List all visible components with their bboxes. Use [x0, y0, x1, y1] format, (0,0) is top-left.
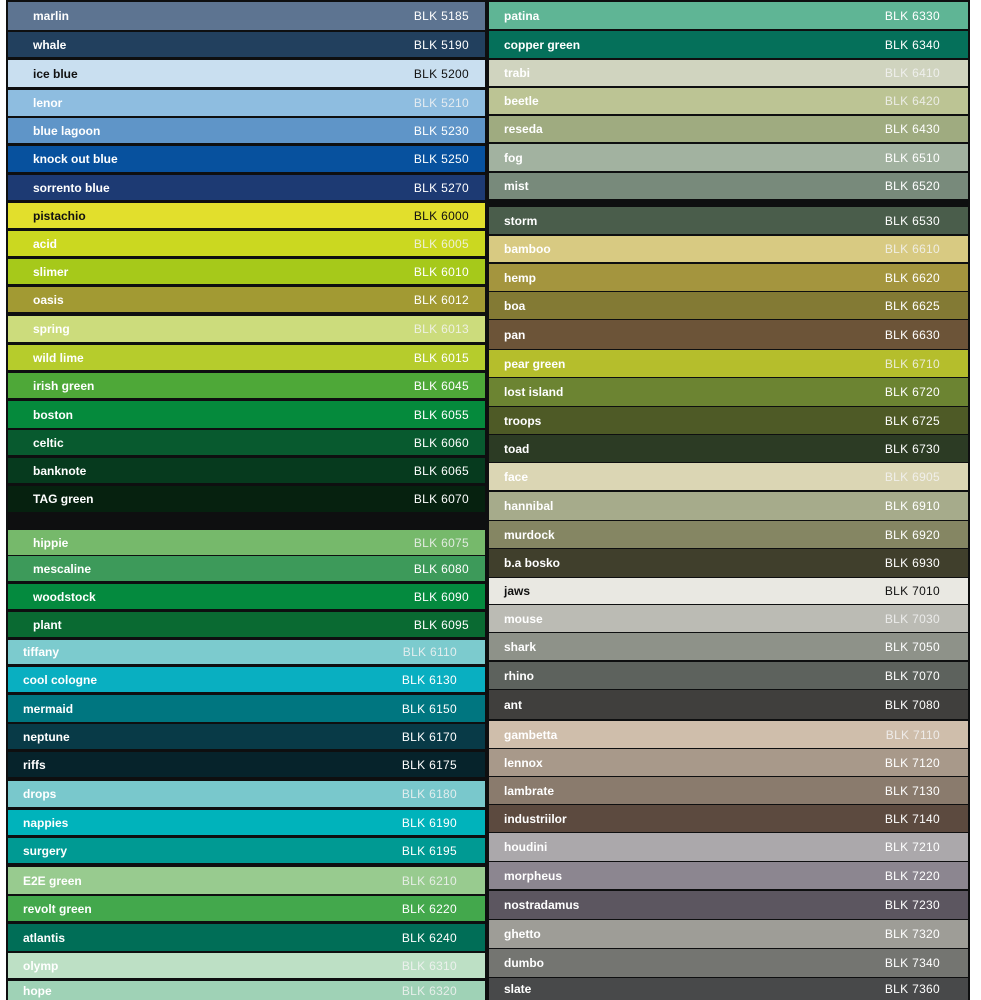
swatch-name: nostradamus — [504, 898, 580, 912]
swatch-code: BLK 7340 — [884, 956, 940, 970]
swatch-name: hemp — [504, 270, 537, 285]
swatch-code: BLK 7210 — [884, 840, 940, 854]
swatch-code: BLK 6430 — [884, 122, 940, 136]
swatch-tag-green — [8, 486, 485, 512]
swatch-reseda — [489, 116, 968, 142]
swatch-code: BLK 6330 — [884, 8, 940, 23]
swatch-name: jaws — [504, 584, 531, 598]
swatch-code: BLK 6340 — [884, 37, 940, 52]
swatch-code: BLK 6010 — [413, 264, 469, 279]
swatch-hannibal — [489, 492, 968, 520]
swatch-code: BLK 6310 — [401, 958, 457, 973]
swatch-cool-cologne — [8, 667, 485, 692]
swatch-surgery — [8, 838, 485, 863]
swatch-code: BLK 6070 — [413, 492, 469, 506]
swatch-code: BLK 6150 — [401, 701, 457, 716]
swatch-code: BLK 6055 — [413, 407, 469, 422]
swatch-name: ant — [504, 697, 522, 712]
swatch-name: storm — [504, 213, 538, 228]
swatch-name: hannibal — [504, 499, 554, 513]
swatch-code: BLK 6065 — [413, 463, 469, 478]
swatch-mouse — [489, 605, 968, 632]
swatch-name: beetle — [504, 94, 539, 108]
swatch-slimer — [8, 259, 485, 284]
swatch-mescaline — [8, 556, 485, 581]
swatch-gambetta — [489, 721, 968, 748]
swatch-pear-green — [489, 350, 968, 377]
swatch-spring — [8, 316, 485, 342]
swatch-name: dumbo — [504, 956, 544, 970]
swatch-name: TAG green — [33, 492, 94, 506]
swatch-oasis — [8, 287, 485, 312]
swatch-code: BLK 6220 — [401, 901, 457, 916]
swatch-code: BLK 6095 — [413, 617, 469, 632]
swatch-hope — [8, 981, 485, 1000]
swatch-name: drops — [23, 787, 57, 801]
swatch-name: houdini — [504, 840, 548, 854]
swatch-olymp — [8, 953, 485, 978]
swatch-name: shark — [504, 639, 537, 654]
swatch-name: boston — [33, 407, 73, 422]
swatch-riffs — [8, 752, 485, 777]
swatch-acid — [8, 231, 485, 256]
swatch-code: BLK 7220 — [884, 868, 940, 883]
swatch-celtic — [8, 430, 485, 455]
swatch-name: blue lagoon — [33, 123, 101, 138]
swatch-beetle — [489, 88, 968, 114]
swatch-code: BLK 6013 — [413, 322, 469, 336]
swatch-code: BLK 5230 — [413, 123, 469, 138]
swatch-name: troops — [504, 413, 542, 428]
swatch-ant — [489, 690, 968, 719]
swatch-patina — [489, 2, 968, 29]
swatch-name: rhino — [504, 668, 534, 683]
swatch-plant — [8, 612, 485, 637]
swatch-lambrate — [489, 777, 968, 804]
swatch-name: celtic — [33, 435, 64, 450]
swatch-code: BLK 6625 — [884, 298, 940, 313]
swatch-code: BLK 6175 — [401, 757, 457, 772]
swatch-ghetto — [489, 920, 968, 948]
swatch-toad — [489, 435, 968, 462]
swatch-code: BLK 6520 — [884, 179, 940, 193]
swatch-code: BLK 6000 — [413, 208, 469, 223]
swatch-e2e-green — [8, 867, 485, 894]
swatch-name: murdock — [504, 527, 555, 542]
swatch-revolt-green — [8, 896, 485, 921]
swatch-rhino — [489, 662, 968, 689]
swatch-code: BLK 7120 — [884, 755, 940, 770]
swatch-lennox — [489, 749, 968, 776]
swatch-code: BLK 7140 — [884, 811, 940, 826]
swatch-code: BLK 6012 — [413, 292, 469, 307]
swatch-code: BLK 7130 — [884, 783, 940, 798]
swatch-pistachio — [8, 203, 485, 228]
swatch-sorrento-blue — [8, 175, 485, 200]
swatch-code: BLK 6410 — [884, 66, 940, 80]
swatch-code: BLK 6710 — [884, 356, 940, 371]
swatch-code: BLK 7050 — [884, 639, 940, 654]
swatch-code: BLK 6090 — [413, 589, 469, 604]
swatch-name: banknote — [33, 463, 87, 478]
swatch-mermaid — [8, 695, 485, 722]
swatch-dumbo — [489, 949, 968, 977]
swatch-name: morpheus — [504, 868, 563, 883]
swatch-code: BLK 7320 — [884, 927, 940, 941]
swatch-name: bamboo — [504, 242, 551, 256]
swatch-name: pan — [504, 327, 526, 342]
swatch-name: ghetto — [504, 927, 541, 941]
swatch-name: tiffany — [23, 645, 59, 659]
swatch-code: BLK 6420 — [884, 94, 940, 108]
swatch-name: riffs — [23, 757, 46, 772]
swatch-code: BLK 6080 — [413, 561, 469, 576]
swatch-name: mescaline — [33, 561, 92, 576]
swatch-bamboo — [489, 236, 968, 262]
swatch-neptune — [8, 724, 485, 749]
swatch-name: irish green — [33, 378, 95, 393]
swatch-code: BLK 6910 — [884, 499, 940, 513]
swatch-name: spring — [33, 322, 70, 336]
swatch-name: mermaid — [23, 701, 74, 716]
swatch-code: BLK 6920 — [884, 527, 940, 542]
swatch-name: hippie — [33, 535, 69, 550]
swatch-trabi — [489, 60, 968, 86]
swatch-code: BLK 6240 — [401, 930, 457, 945]
swatch-name: plant — [33, 617, 62, 632]
swatch-code: BLK 6045 — [413, 378, 469, 393]
swatch-hippie — [8, 530, 485, 555]
swatch-name: lenor — [33, 96, 63, 110]
swatch-name: neptune — [23, 729, 70, 744]
swatch-industriilor — [489, 805, 968, 832]
swatch-code: BLK 6210 — [401, 873, 457, 888]
swatch-b-a-bosko — [489, 549, 968, 577]
swatch-name: oasis — [33, 292, 64, 307]
swatch-code: BLK 7010 — [884, 584, 940, 598]
swatch-name: lost island — [504, 385, 564, 399]
swatch-name: olymp — [23, 958, 59, 973]
swatch-tiffany — [8, 640, 485, 664]
swatch-code: BLK 6630 — [884, 327, 940, 342]
swatch-knock-out-blue — [8, 146, 485, 172]
swatch-nostradamus — [489, 891, 968, 919]
swatch-name: slimer — [33, 264, 69, 279]
swatch-code: BLK 7360 — [884, 982, 940, 996]
swatch-name: marlin — [33, 9, 70, 23]
swatch-name: slate — [504, 982, 532, 996]
swatch-irish-green — [8, 373, 485, 398]
swatch-name: reseda — [504, 122, 543, 136]
swatch-code: BLK 6195 — [401, 843, 457, 858]
swatch-code: BLK 5190 — [413, 37, 469, 52]
swatch-code: BLK 6905 — [884, 469, 940, 484]
swatch-fog — [489, 144, 968, 171]
swatch-hemp — [489, 264, 968, 291]
swatch-drops — [8, 781, 485, 807]
swatch-code: BLK 6005 — [413, 236, 469, 251]
swatch-name: sorrento blue — [33, 180, 110, 195]
swatch-code: BLK 6610 — [884, 242, 940, 256]
right-swatch-column — [487, 0, 970, 1000]
swatch-name: acid — [33, 236, 58, 251]
swatch-code: BLK 6110 — [402, 645, 457, 659]
swatch-troops — [489, 407, 968, 434]
swatch-boston — [8, 401, 485, 428]
swatch-name: b.a bosko — [504, 556, 561, 570]
swatch-slate — [489, 978, 968, 1000]
swatch-code: BLK 7080 — [884, 697, 940, 712]
swatch-name: face — [504, 469, 529, 484]
swatch-code: BLK 6170 — [401, 729, 457, 744]
swatch-code: BLK 6620 — [884, 270, 940, 285]
left-swatch-column — [6, 0, 487, 1000]
swatch-name: lambrate — [504, 783, 555, 798]
swatch-code: BLK 5270 — [413, 180, 469, 195]
swatch-code: BLK 6060 — [413, 435, 469, 450]
swatch-name: surgery — [23, 843, 68, 858]
swatch-code: BLK 6015 — [413, 350, 469, 365]
swatch-name: pistachio — [33, 208, 86, 223]
swatch-name: atlantis — [23, 930, 66, 945]
swatch-murdock — [489, 521, 968, 548]
swatch-code: BLK 7110 — [885, 727, 940, 742]
swatch-jaws — [489, 578, 968, 604]
swatch-atlantis — [8, 924, 485, 951]
swatch-name: woodstock — [33, 589, 96, 604]
swatch-nappies — [8, 810, 485, 835]
swatch-name: revolt green — [23, 901, 92, 916]
swatch-code: BLK 6530 — [884, 213, 940, 228]
swatch-name: boa — [504, 298, 526, 313]
swatch-code: BLK 6720 — [884, 385, 940, 399]
swatch-storm — [489, 207, 968, 234]
swatch-marlin — [8, 2, 485, 30]
swatch-lost-island — [489, 378, 968, 406]
swatch-pan — [489, 320, 968, 349]
swatch-code: BLK 6510 — [884, 150, 940, 165]
swatch-code: BLK 7070 — [884, 668, 940, 683]
swatch-name: nappies — [23, 815, 69, 830]
swatch-code: BLK 5250 — [413, 152, 469, 166]
swatch-boa — [489, 292, 968, 319]
swatch-name: pear green — [504, 356, 566, 371]
swatch-code: BLK 6320 — [401, 983, 457, 998]
swatch-name: gambetta — [504, 727, 558, 742]
swatch-woodstock — [8, 584, 485, 609]
swatch-blue-lagoon — [8, 118, 485, 143]
swatch-code: BLK 6180 — [401, 787, 457, 801]
swatch-shark — [489, 633, 968, 660]
swatch-code: BLK 5185 — [413, 9, 469, 23]
swatch-name: fog — [504, 150, 523, 165]
swatch-copper-green — [489, 31, 968, 58]
swatch-name: lennox — [504, 755, 543, 770]
swatch-name: cool cologne — [23, 672, 98, 687]
swatch-name: ice blue — [33, 66, 78, 81]
swatch-name: hope — [23, 983, 52, 998]
swatch-name: whale — [33, 37, 67, 52]
swatch-name: knock out blue — [33, 152, 118, 166]
swatch-code: BLK 7230 — [884, 898, 940, 912]
swatch-name: industriilor — [504, 811, 567, 826]
swatch-name: copper green — [504, 37, 581, 52]
swatch-lenor — [8, 90, 485, 116]
swatch-code: BLK 5200 — [413, 66, 469, 81]
swatch-mist — [489, 173, 968, 199]
swatch-name: mist — [504, 179, 529, 193]
swatch-morpheus — [489, 862, 968, 889]
swatch-name: toad — [504, 441, 530, 456]
swatch-name: wild lime — [33, 350, 84, 365]
swatch-name: E2E green — [23, 873, 82, 888]
swatch-code: BLK 6130 — [401, 672, 457, 687]
swatch-code: BLK 7030 — [884, 611, 940, 626]
swatch-face — [489, 463, 968, 490]
swatch-houdini — [489, 833, 968, 861]
swatch-name: trabi — [504, 66, 531, 80]
swatch-code: BLK 6075 — [413, 535, 469, 550]
swatch-whale — [8, 32, 485, 57]
swatch-code: BLK 6190 — [401, 815, 457, 830]
swatch-ice-blue — [8, 60, 485, 87]
swatch-name: patina — [504, 8, 540, 23]
swatch-code: BLK 5210 — [413, 96, 469, 110]
swatch-code: BLK 6930 — [884, 556, 940, 570]
swatch-code: BLK 6730 — [884, 441, 940, 456]
swatch-code: BLK 6725 — [884, 413, 940, 428]
swatch-banknote — [8, 458, 485, 483]
swatch-name: mouse — [504, 611, 543, 626]
swatch-wild-lime — [8, 345, 485, 370]
